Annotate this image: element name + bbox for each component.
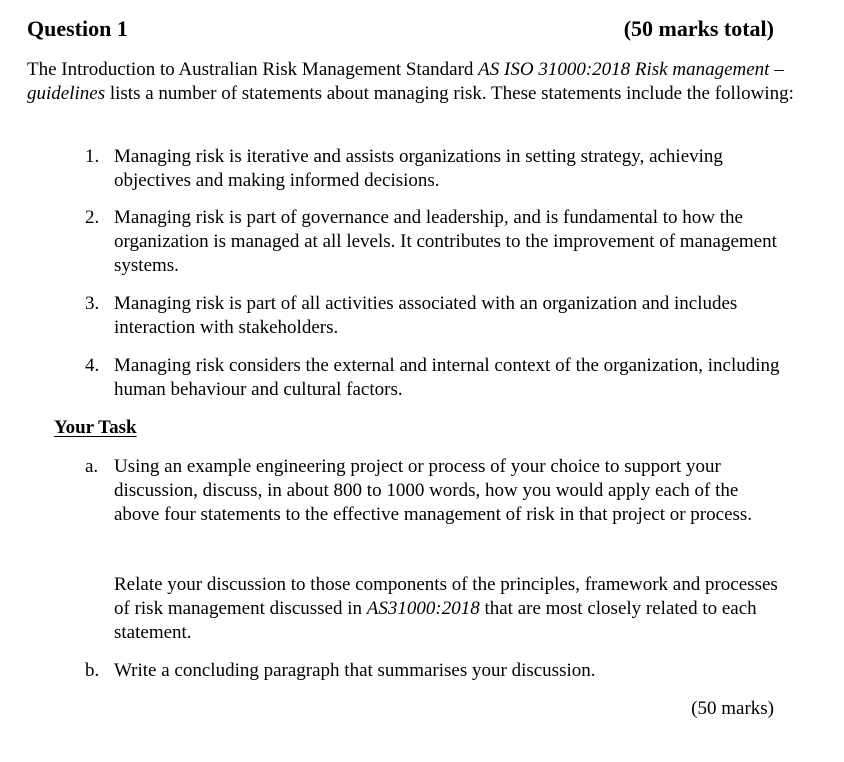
statement-item (85, 145, 785, 193)
statement-item (85, 354, 785, 402)
task-marker-a: a. (85, 456, 99, 477)
task-text-b: Write a concluding paragraph that summarises your discussion. (114, 660, 596, 681)
statement-text: Managing risk is iterative and assists organizations in setting strategy, achieving objectives and making informed decisions. (114, 146, 723, 191)
question-header (27, 16, 774, 42)
statement-number: 4. (85, 355, 100, 376)
statement-number: 3. (85, 293, 100, 314)
question-title: Question 1 (27, 16, 128, 41)
intro-text-part2: lists a number of statements about managing risk. These statements include the following: (105, 83, 794, 104)
intro-paragraph (27, 58, 797, 106)
relate-standard: AS31000:2018 (366, 598, 480, 619)
task-marks: (50 marks) (691, 698, 774, 719)
intro-text-part1: The Introduction to Australian Risk Management Standard (27, 59, 479, 80)
statement-number: 1. (85, 146, 100, 167)
statement-text: Managing risk considers the external and internal context of the organization, including human behaviour and cultural factors. (114, 355, 780, 400)
relate-paragraph (114, 573, 784, 645)
task-item-a (85, 455, 785, 527)
relate-text-part1: Relate your discussion to those components of the principles, framework and processes of risk management discussed in (114, 574, 778, 619)
standard-title: AS ISO 31000:2018 Risk management – guidelines (27, 59, 784, 104)
statement-item (85, 206, 785, 278)
relate-text-part2: that are most closely related to each statement. (114, 598, 757, 643)
task-text-a: Using an example engineering project or process of your choice to support your discussion, discuss, in about 800 to 1000 words, how you would apply each of the above four statements to the effective management of risk in that project or process. (114, 456, 753, 525)
task-item-b (85, 659, 785, 683)
task-marker-b: b. (85, 660, 100, 681)
marks-total: (50 marks total) (623, 16, 774, 41)
statement-text: Managing risk is part of all activities associated with an organization and includes interaction with stakeholders. (114, 293, 738, 338)
statement-item (85, 292, 785, 340)
statement-number: 2. (85, 207, 100, 228)
statement-text: Managing risk is part of governance and leadership, and is fundamental to how the organization is managed at all levels. It contributes to the improvement of management systems. (114, 207, 777, 276)
task-heading: Your Task (54, 417, 137, 438)
